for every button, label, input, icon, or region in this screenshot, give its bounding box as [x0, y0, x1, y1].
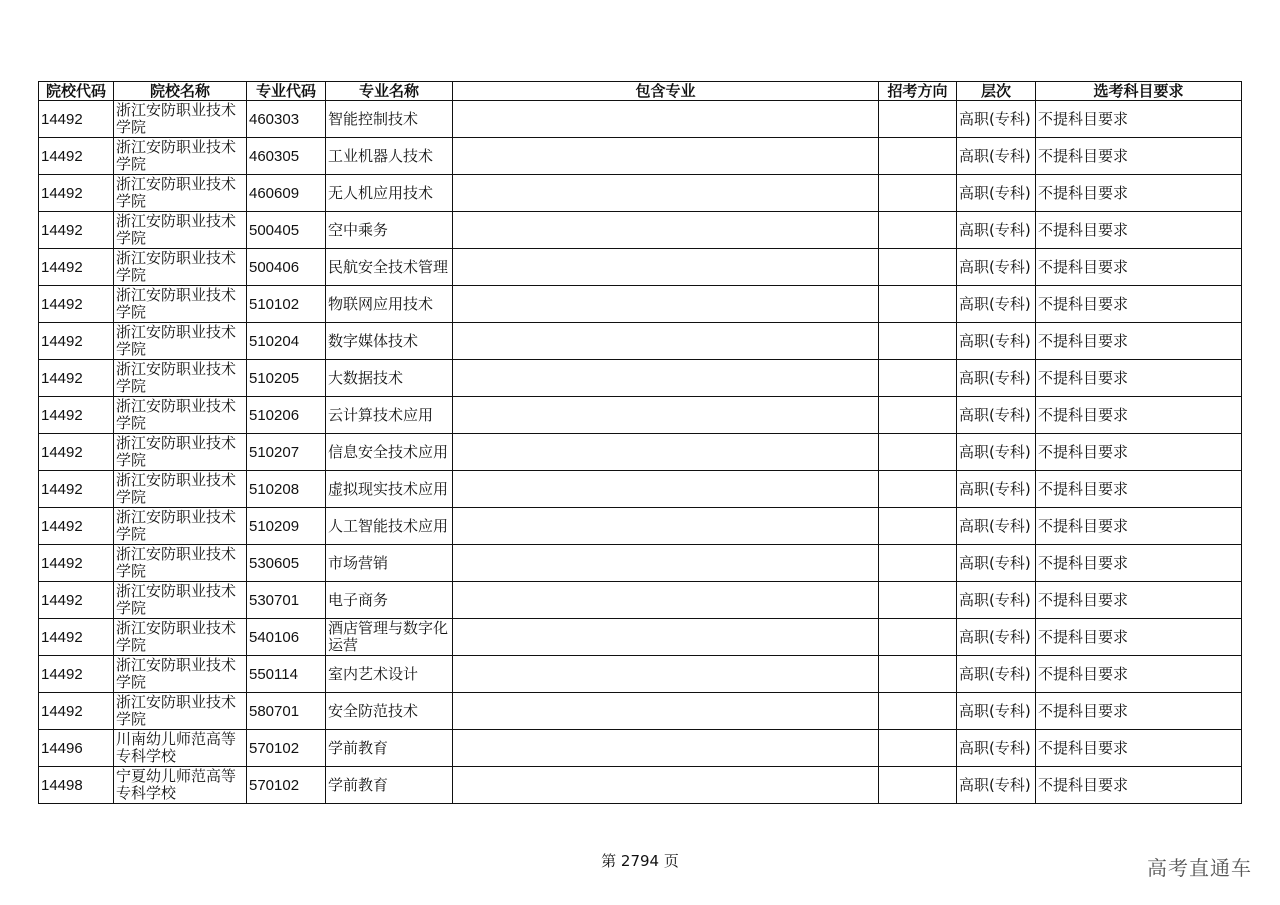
cell-school-name: 浙江安防职业技术学院 [114, 397, 247, 434]
cell-school-name: 浙江安防职业技术学院 [114, 471, 247, 508]
cell-direction [879, 767, 957, 804]
table-row [39, 360, 1242, 397]
cell-major-name: 信息安全技术应用 [326, 434, 453, 471]
cell-major-name: 学前教育 [326, 767, 453, 804]
cell-school-name: 浙江安防职业技术学院 [114, 101, 247, 138]
table-row [39, 693, 1242, 730]
cell-subject-requirement: 不提科目要求 [1036, 212, 1242, 249]
cell-major-name: 虚拟现实技术应用 [326, 471, 453, 508]
watermark: 高考直通车 [1147, 856, 1252, 880]
cell-level: 高职(专科) [957, 286, 1036, 323]
cell-school-name: 浙江安防职业技术学院 [114, 545, 247, 582]
cell-school-code: 14492 [39, 619, 114, 656]
cell-school-code: 14492 [39, 138, 114, 175]
cell-included-majors [453, 767, 879, 804]
header-school-name: 院校名称 [114, 82, 247, 101]
cell-school-code: 14492 [39, 508, 114, 545]
cell-school-code: 14492 [39, 323, 114, 360]
cell-included-majors [453, 545, 879, 582]
cell-direction [879, 249, 957, 286]
cell-school-code: 14492 [39, 656, 114, 693]
cell-major-name: 大数据技术 [326, 360, 453, 397]
cell-direction [879, 360, 957, 397]
header-subject-requirement: 选考科目要求 [1036, 82, 1242, 101]
cell-major-name: 室内艺术设计 [326, 656, 453, 693]
cell-level: 高职(专科) [957, 249, 1036, 286]
cell-subject-requirement: 不提科目要求 [1036, 730, 1242, 767]
cell-school-code: 14492 [39, 286, 114, 323]
cell-school-name: 浙江安防职业技术学院 [114, 360, 247, 397]
cell-level: 高职(专科) [957, 323, 1036, 360]
cell-school-name: 浙江安防职业技术学院 [114, 656, 247, 693]
table-row [39, 434, 1242, 471]
cell-level: 高职(专科) [957, 101, 1036, 138]
cell-major-name: 市场营销 [326, 545, 453, 582]
table-row [39, 619, 1242, 656]
cell-major-name: 空中乘务 [326, 212, 453, 249]
table-row [39, 582, 1242, 619]
cell-direction [879, 656, 957, 693]
cell-level: 高职(专科) [957, 693, 1036, 730]
cell-direction [879, 397, 957, 434]
cell-included-majors [453, 656, 879, 693]
cell-subject-requirement: 不提科目要求 [1036, 434, 1242, 471]
cell-school-code: 14492 [39, 545, 114, 582]
cell-included-majors [453, 175, 879, 212]
cell-subject-requirement: 不提科目要求 [1036, 323, 1242, 360]
cell-level: 高职(专科) [957, 175, 1036, 212]
cell-major-name: 云计算技术应用 [326, 397, 453, 434]
cell-direction [879, 175, 957, 212]
cell-included-majors [453, 434, 879, 471]
cell-included-majors [453, 101, 879, 138]
cell-subject-requirement: 不提科目要求 [1036, 582, 1242, 619]
cell-included-majors [453, 397, 879, 434]
cell-major-code: 510208 [247, 471, 326, 508]
cell-school-name: 浙江安防职业技术学院 [114, 138, 247, 175]
cell-direction [879, 582, 957, 619]
header-direction: 招考方向 [879, 82, 957, 101]
cell-subject-requirement: 不提科目要求 [1036, 360, 1242, 397]
table-row [39, 323, 1242, 360]
admissions-table [38, 81, 1242, 804]
cell-included-majors [453, 693, 879, 730]
cell-subject-requirement: 不提科目要求 [1036, 175, 1242, 212]
cell-level: 高职(专科) [957, 434, 1036, 471]
cell-included-majors [453, 619, 879, 656]
table-body [39, 101, 1242, 804]
table-row [39, 101, 1242, 138]
cell-major-code: 500405 [247, 212, 326, 249]
page-number: 第 2794 页 [601, 852, 679, 870]
header-level: 层次 [957, 82, 1036, 101]
cell-included-majors [453, 249, 879, 286]
table-row [39, 471, 1242, 508]
cell-subject-requirement: 不提科目要求 [1036, 545, 1242, 582]
cell-school-name: 浙江安防职业技术学院 [114, 212, 247, 249]
cell-major-code: 460305 [247, 138, 326, 175]
cell-included-majors [453, 730, 879, 767]
cell-subject-requirement: 不提科目要求 [1036, 767, 1242, 804]
cell-level: 高职(专科) [957, 619, 1036, 656]
cell-school-code: 14492 [39, 249, 114, 286]
cell-major-name: 酒店管理与数字化运营 [326, 619, 453, 656]
cell-school-code: 14492 [39, 434, 114, 471]
cell-school-name: 川南幼儿师范高等专科学校 [114, 730, 247, 767]
cell-subject-requirement: 不提科目要求 [1036, 138, 1242, 175]
table-row [39, 545, 1242, 582]
cell-major-name: 物联网应用技术 [326, 286, 453, 323]
cell-direction [879, 730, 957, 767]
cell-major-code: 510206 [247, 397, 326, 434]
cell-direction [879, 471, 957, 508]
cell-major-code: 530701 [247, 582, 326, 619]
cell-school-code: 14492 [39, 582, 114, 619]
table-row [39, 397, 1242, 434]
cell-major-code: 500406 [247, 249, 326, 286]
cell-direction [879, 212, 957, 249]
cell-school-code: 14492 [39, 175, 114, 212]
table-row [39, 508, 1242, 545]
cell-subject-requirement: 不提科目要求 [1036, 249, 1242, 286]
cell-direction [879, 434, 957, 471]
table-row [39, 730, 1242, 767]
cell-school-name: 浙江安防职业技术学院 [114, 175, 247, 212]
cell-school-code: 14492 [39, 471, 114, 508]
cell-major-code: 510102 [247, 286, 326, 323]
header-major-name: 专业名称 [326, 82, 453, 101]
cell-school-code: 14492 [39, 101, 114, 138]
cell-school-code: 14492 [39, 212, 114, 249]
cell-direction [879, 286, 957, 323]
cell-major-code: 460303 [247, 101, 326, 138]
cell-school-code: 14492 [39, 693, 114, 730]
cell-major-name: 安全防范技术 [326, 693, 453, 730]
cell-major-code: 460609 [247, 175, 326, 212]
cell-direction [879, 508, 957, 545]
table-row [39, 212, 1242, 249]
cell-level: 高职(专科) [957, 397, 1036, 434]
cell-major-code: 510209 [247, 508, 326, 545]
cell-subject-requirement: 不提科目要求 [1036, 619, 1242, 656]
table-header [39, 82, 1242, 101]
cell-direction [879, 619, 957, 656]
cell-subject-requirement: 不提科目要求 [1036, 656, 1242, 693]
cell-level: 高职(专科) [957, 212, 1036, 249]
cell-level: 高职(专科) [957, 730, 1036, 767]
table-row [39, 175, 1242, 212]
cell-major-name: 无人机应用技术 [326, 175, 453, 212]
table-row [39, 138, 1242, 175]
cell-level: 高职(专科) [957, 471, 1036, 508]
cell-included-majors [453, 582, 879, 619]
cell-school-name: 浙江安防职业技术学院 [114, 693, 247, 730]
cell-included-majors [453, 323, 879, 360]
cell-included-majors [453, 138, 879, 175]
cell-school-code: 14492 [39, 397, 114, 434]
cell-major-code: 510207 [247, 434, 326, 471]
cell-major-code: 510205 [247, 360, 326, 397]
cell-subject-requirement: 不提科目要求 [1036, 508, 1242, 545]
cell-major-code: 540106 [247, 619, 326, 656]
header-row [39, 82, 1242, 101]
cell-included-majors [453, 508, 879, 545]
cell-subject-requirement: 不提科目要求 [1036, 286, 1242, 323]
table-row [39, 249, 1242, 286]
cell-subject-requirement: 不提科目要求 [1036, 397, 1242, 434]
cell-major-code: 550114 [247, 656, 326, 693]
cell-direction [879, 323, 957, 360]
cell-school-code: 14498 [39, 767, 114, 804]
cell-school-name: 浙江安防职业技术学院 [114, 249, 247, 286]
cell-subject-requirement: 不提科目要求 [1036, 693, 1242, 730]
table-row [39, 767, 1242, 804]
cell-level: 高职(专科) [957, 138, 1036, 175]
cell-level: 高职(专科) [957, 656, 1036, 693]
cell-major-code: 510204 [247, 323, 326, 360]
cell-included-majors [453, 360, 879, 397]
cell-major-name: 电子商务 [326, 582, 453, 619]
cell-major-name: 数字媒体技术 [326, 323, 453, 360]
cell-level: 高职(专科) [957, 508, 1036, 545]
cell-direction [879, 545, 957, 582]
cell-school-name: 浙江安防职业技术学院 [114, 434, 247, 471]
cell-school-code: 14496 [39, 730, 114, 767]
cell-school-code: 14492 [39, 360, 114, 397]
cell-level: 高职(专科) [957, 767, 1036, 804]
cell-school-name: 浙江安防职业技术学院 [114, 582, 247, 619]
cell-major-name: 工业机器人技术 [326, 138, 453, 175]
cell-major-name: 民航安全技术管理 [326, 249, 453, 286]
cell-major-name: 人工智能技术应用 [326, 508, 453, 545]
cell-included-majors [453, 286, 879, 323]
cell-school-name: 浙江安防职业技术学院 [114, 619, 247, 656]
cell-major-name: 智能控制技术 [326, 101, 453, 138]
cell-subject-requirement: 不提科目要求 [1036, 471, 1242, 508]
cell-major-code: 580701 [247, 693, 326, 730]
cell-school-name: 浙江安防职业技术学院 [114, 323, 247, 360]
cell-major-code: 530605 [247, 545, 326, 582]
cell-level: 高职(专科) [957, 545, 1036, 582]
header-included-majors: 包含专业 [453, 82, 879, 101]
header-major-code: 专业代码 [247, 82, 326, 101]
cell-major-name: 学前教育 [326, 730, 453, 767]
cell-major-code: 570102 [247, 730, 326, 767]
cell-school-name: 宁夏幼儿师范高等专科学校 [114, 767, 247, 804]
cell-level: 高职(专科) [957, 582, 1036, 619]
cell-direction [879, 101, 957, 138]
header-school-code: 院校代码 [39, 82, 114, 101]
cell-level: 高职(专科) [957, 360, 1036, 397]
cell-included-majors [453, 471, 879, 508]
table-row [39, 286, 1242, 323]
cell-school-name: 浙江安防职业技术学院 [114, 286, 247, 323]
cell-direction [879, 138, 957, 175]
table-row [39, 656, 1242, 693]
cell-major-code: 570102 [247, 767, 326, 804]
cell-included-majors [453, 212, 879, 249]
cell-school-name: 浙江安防职业技术学院 [114, 508, 247, 545]
cell-direction [879, 693, 957, 730]
cell-subject-requirement: 不提科目要求 [1036, 101, 1242, 138]
